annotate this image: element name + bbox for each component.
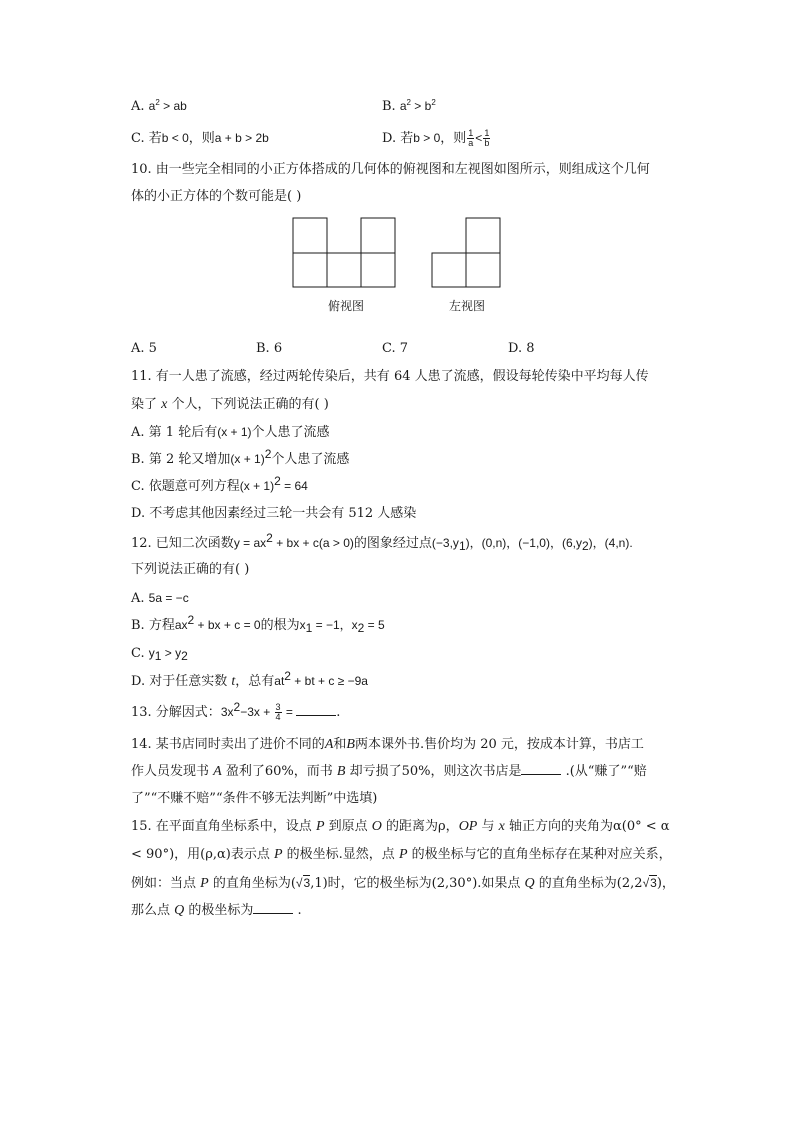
text: . — [293, 903, 302, 918]
variable: O — [371, 819, 382, 834]
math: = — [282, 705, 297, 719]
q14-stem-line2 — [131, 762, 647, 782]
q15-stem-line2 — [131, 845, 672, 865]
q10-option-a: A. 5 — [131, 341, 157, 356]
q9-option-a — [131, 96, 187, 117]
math: + bt + c ≥ −9a — [290, 674, 368, 688]
text: D. 若 — [382, 131, 414, 146]
variable: P — [315, 819, 325, 834]
numerator: 3 — [275, 702, 281, 712]
variable: P — [398, 847, 408, 862]
text: 的图象经过点 — [353, 536, 432, 551]
text: 到原点 — [324, 819, 372, 834]
q11-option-b: B. 第 2 轮又增加$(x + 1)^2$个人患了流感 — [131, 447, 350, 467]
q11-option-c: C. 依题意可列方程$(x + 1)^2 = 64$ — [131, 474, 308, 494]
sqrt-symbol: √ — [295, 876, 303, 890]
text: 的根为 — [260, 618, 300, 633]
text: 15. 在平面直角坐标系中，设点 — [131, 819, 316, 834]
variable: A — [213, 764, 222, 779]
numerator: 1 — [468, 128, 474, 138]
text: 的距离为ρ， — [381, 819, 459, 834]
text: 个人患了流感 — [271, 452, 350, 467]
text: 轴正方向的夹角为α(0° < α — [504, 819, 670, 834]
text: C. 依题意可列方程 — [131, 479, 240, 494]
math: 3x — [220, 705, 234, 719]
variable: P — [200, 876, 209, 891]
top-view-cell — [361, 218, 395, 253]
text: B. 第 2 轮又增加 — [131, 452, 231, 467]
radicand: 3 — [650, 876, 657, 890]
fraction — [275, 703, 282, 722]
caption-top-view: 俯视图 — [328, 299, 365, 313]
q15-stem-line4 — [131, 901, 302, 921]
answer-blank[interactable] — [296, 703, 336, 716]
top-view-cell — [293, 218, 327, 253]
radicand: 3 — [303, 876, 311, 890]
option-letter: B. — [382, 99, 396, 114]
top-view-cell — [361, 253, 395, 287]
q11-option-d: D. 不考虑其他因素经过三轮一共会有 512 人感染 — [131, 506, 417, 521]
math: = −1， — [312, 618, 352, 632]
q9-option-b — [382, 96, 436, 117]
caption-left-view: 左视图 — [449, 299, 486, 313]
text: 例如：当点 — [131, 876, 201, 891]
math: 5a = −c — [148, 591, 189, 605]
variable: Q — [174, 903, 185, 918]
sqrt-symbol: √ — [642, 876, 650, 890]
text: < 90°)，用(ρ,α)表示点 — [131, 847, 274, 862]
variable: OP — [458, 819, 478, 834]
left-view-cell — [466, 218, 500, 253]
text: 的直角坐标为( — [208, 876, 296, 891]
text: 个人，下列说法正确的有( ) — [167, 397, 329, 412]
text: 13. 分解因式： — [131, 705, 221, 720]
q10-option-d: D. 8 — [508, 341, 535, 356]
math: b < 0 — [161, 131, 189, 145]
math: + bx + c(a > 0) — [272, 536, 354, 550]
denominator: b — [484, 138, 490, 148]
text: 和 — [333, 737, 347, 752]
q10-stem-line2: 体的小正方体的个数可能是( ) — [131, 189, 302, 204]
text: )， — [656, 876, 675, 891]
text: 作人员发现书 — [131, 764, 214, 779]
q15-stem-line1 — [131, 817, 670, 837]
variable: B — [336, 764, 346, 779]
answer-blank[interactable] — [253, 901, 293, 914]
answer-blank[interactable] — [521, 762, 561, 775]
math: = 64 — [280, 479, 308, 493]
option-letter: A. — [131, 99, 145, 114]
q9-option-c — [131, 128, 269, 149]
q11-option-a — [131, 422, 330, 443]
text: B. 方程 — [131, 618, 175, 633]
fraction — [483, 129, 490, 148]
math: )，(4,n). — [588, 536, 633, 550]
q10-option-b: B. 6 — [256, 341, 283, 356]
text: 却亏损了50%，则这次书店是 — [345, 764, 522, 779]
math: x — [351, 618, 358, 632]
math: < — [475, 131, 483, 145]
q13-stem: 13. 分解因式：$3x^2-3x$ + $\frac{3}{4}$ = . — [131, 700, 341, 722]
variable: P — [273, 847, 283, 862]
q12-option-d: D. 对于任意实数 t，总有$at^2$ + bt + c ≥ −9a — [131, 669, 368, 689]
text: ，则 — [188, 131, 215, 146]
q12-option-a — [131, 588, 189, 609]
top-view-cell — [327, 253, 361, 287]
q9-option-a-expr: $a^2$ > ab — [148, 98, 187, 113]
q10-stem-line1: 10. 由一些完全相同的小正方体搭成的几何体的俯视图和左视图如图所示，则组成这个几何 — [131, 162, 650, 177]
q11-stem-line2 — [131, 395, 329, 415]
variable: x — [161, 397, 168, 412]
text: ，总有 — [235, 674, 275, 689]
math: (x + 1) — [239, 479, 275, 493]
q10-option-c: C. 7 — [382, 341, 409, 356]
q12-option-b: B. 方程$ax^2$ + bx + c = 0的根为$x_1 = -1$，$x_2 = 5$ — [131, 613, 385, 635]
variable: t — [231, 674, 236, 689]
fraction — [467, 129, 474, 148]
top-view-cell — [293, 253, 327, 287]
text: C. — [131, 646, 149, 661]
math: x — [299, 618, 306, 632]
left-view-cell — [432, 253, 466, 287]
left-view-grid — [432, 218, 500, 287]
text: 12. 已知二次函数 — [131, 536, 234, 551]
denominator: a — [468, 138, 474, 148]
text: A. — [131, 591, 149, 606]
text: 的直角坐标为(2,2 — [534, 876, 643, 891]
math: = 5 — [364, 618, 385, 632]
q14-stem-line3: 了”“不赚不赔”“条件不够无法判断”中选填) — [131, 791, 378, 806]
math: + bx + c = 0 — [194, 618, 261, 632]
text: 的极坐标与它的直角坐标存在某种对应关系， — [407, 847, 672, 862]
q12-option-c: C. $y_1 > y_2$ — [131, 646, 188, 663]
numerator: 1 — [484, 128, 490, 138]
text: D. 对于任意实数 — [131, 674, 232, 689]
math: > y — [161, 646, 182, 660]
text: .(从“赚了”“赔 — [561, 764, 647, 779]
text: A. 第 1 轮后有 — [131, 425, 218, 440]
text: C. 若 — [131, 131, 162, 146]
math: y = ax — [233, 536, 267, 550]
text: 与 — [477, 819, 499, 834]
math: −3x + — [240, 705, 274, 719]
text: ,1)时，它的极坐标为(2,30°).如果点 — [310, 876, 525, 891]
math: (x + 1) — [230, 452, 265, 466]
q10-views-figure — [290, 215, 510, 290]
text: ，则 — [440, 131, 467, 146]
q12-stem-line2: 下列说法正确的有( ) — [131, 562, 250, 577]
text: . — [336, 705, 341, 720]
variable: Q — [524, 876, 535, 891]
text: 那么点 — [131, 903, 175, 918]
math: a + b > 2b — [214, 131, 269, 145]
text: 两本课外书.售价均为 20 元，按成本计算，书店工 — [354, 737, 644, 752]
text: 14. 某书店同时卖出了进价不同的 — [131, 737, 325, 752]
math: (−3,y — [431, 536, 459, 550]
math: (x + 1) — [217, 425, 252, 439]
math: b > 0 — [413, 131, 441, 145]
text: 的极坐标.显然，点 — [282, 847, 399, 862]
text: 个人患了流感 — [251, 425, 330, 440]
text: 盈利了60%，而书 — [221, 764, 337, 779]
q11-stem-line1: 11. 有一人患了流感，经过两轮传染后，共有 64 人患了流感，假设每轮传染中平均每人传 — [131, 369, 649, 384]
denominator: 4 — [275, 712, 281, 722]
variable: B — [346, 737, 355, 752]
text: 的极坐标为 — [184, 903, 254, 918]
q12-stem-line1: 12. 已知二次函数$y = ax^2$ + bx + c(a > 0)的图象经过点$(-3,y_1)$，(0,n)，(−1,0)，$(6,y_2)$，(4,n). — [131, 531, 633, 553]
top-view-grid — [293, 218, 395, 287]
variable: x — [498, 819, 505, 834]
math: )，(0,n)，(−1,0)，(6,y — [465, 536, 582, 550]
q15-stem-line3 — [131, 873, 675, 894]
q9-option-d — [382, 128, 491, 149]
math: ax — [174, 618, 188, 632]
q9-option-b-expr: $a^2 > b^2$ — [399, 98, 436, 113]
math: at — [274, 674, 285, 688]
variable: A — [324, 737, 334, 752]
math: y — [148, 646, 155, 660]
left-view-cell — [466, 253, 500, 287]
q14-stem-line1 — [131, 735, 644, 755]
text: 染了 — [131, 397, 162, 412]
